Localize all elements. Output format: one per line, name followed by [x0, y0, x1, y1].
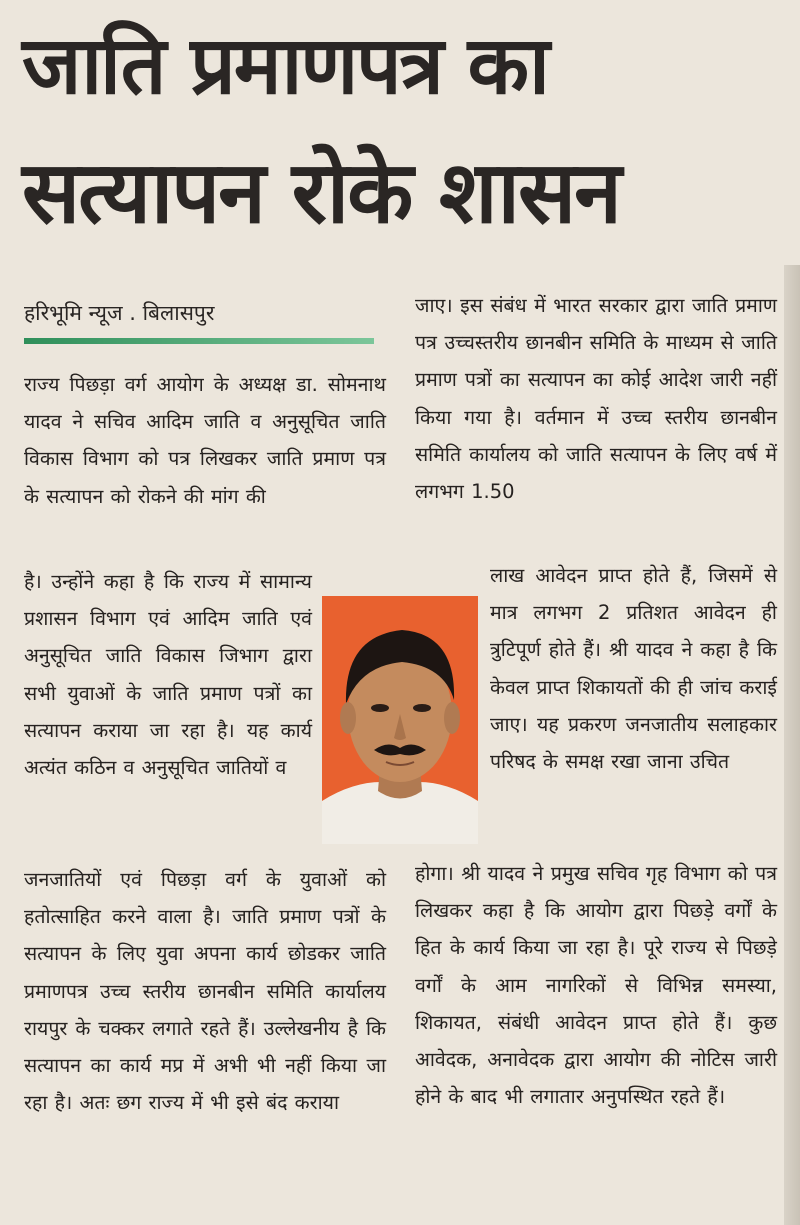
article-column-right-top: जाए। इस संबंध में भारत सरकार द्वारा जाति प्रमाण पत्र उच्चस्तरीय छानबीन समिति के माध्यम से जाति प्रमाण पत्रों का सत्यापन का कोई आदेश जारी नहीं किया गया है। वर्तमान में उच्च स्तरीय छानबीन समिति कार्यालय को जाति सत्यापन के लिए वर्ष में लगभग 1.50: [415, 294, 777, 504]
page-edge-shadow: [784, 265, 800, 1225]
byline: हरिभूमि न्यूज . बिलासपुर: [24, 301, 215, 325]
article-column-left-top: राज्य पिछड़ा वर्ग आयोग के अध्यक्ष डा. सोमनाथ यादव ने सचिव आदिम जाति व अनुसूचित जाति विकास विभाग को पत्र लिखकर जाति प्रमाण पत्र के सत्यापन को रोकने की मांग की: [24, 373, 386, 508]
article-column-right-bottom: होगा। श्री यादव ने प्रमुख सचिव गृह विभाग को पत्र लिखकर कहा है कि आयोग द्वारा पिछड़े वर्गों के हित के कार्य किया जा रहा है। पूरे राज्य से पिछड़े वर्गों के आम नागरिकों से विभिन्न समस्या, शिकायत, संबंधी आवेदन प्राप्त होते हैं। कुछ आवेदक, अनावेदक द्वारा आयोग की नोटिस जारी होने के बाद भी लगातार अनुपस्थित रहते हैं।: [415, 862, 777, 1109]
headline-line-1: जाति प्रमाणपत्र का: [22, 19, 548, 112]
headline-line-2: सत्यापन रोके शासन: [22, 143, 620, 243]
portrait-photo: [322, 596, 478, 844]
byline-underline: [24, 338, 374, 344]
article-column-left-bottom: जनजातियों एवं पिछड़ा वर्ग के युवाओं को हतोत्साहित करने वाला है। जाति प्रमाण पत्रों के सत्यापन के लिए युवा अपना कार्य छोडकर जाति प्रमाणपत्र उच्च स्तरीय छानबीन समिति कार्यालय रायपुर के चक्कर लगाते रहते हैं। उल्लेखनीय है कि सत्यापन का कार्य मप्र में अभी भी नहीं किया जा रहा है। अतः छग राज्य में भी इसे बंद कराया: [24, 868, 386, 1115]
article-column-right-middle: लाख आवेदन प्राप्त होते हैं, जिसमें से मात्र लगभग 2 प्रतिशत आवेदन ही त्रुटिपूर्ण होते हैं। श्री यादव ने कहा है कि केवल प्राप्त शिकायतों की ही जांच कराई जाए। यह प्रकरण जनजातीय सलाहकार परिषद के समक्ष रखा जाना उचित: [490, 564, 777, 774]
article-column-left-middle: है। उन्होंने कहा है कि राज्य में सामान्य प्रशासन विभाग एवं आदिम जाति एवं अनुसूचित जाति विकास जिभाग द्वारा सभी युवाओं के जाति प्रमाण पत्रों का सत्यापन कराया जा रहा है। यह कार्य अत्यंत कठिन व अनुसूचित जातियों व: [24, 570, 312, 780]
portrait-illustration: [322, 596, 478, 844]
